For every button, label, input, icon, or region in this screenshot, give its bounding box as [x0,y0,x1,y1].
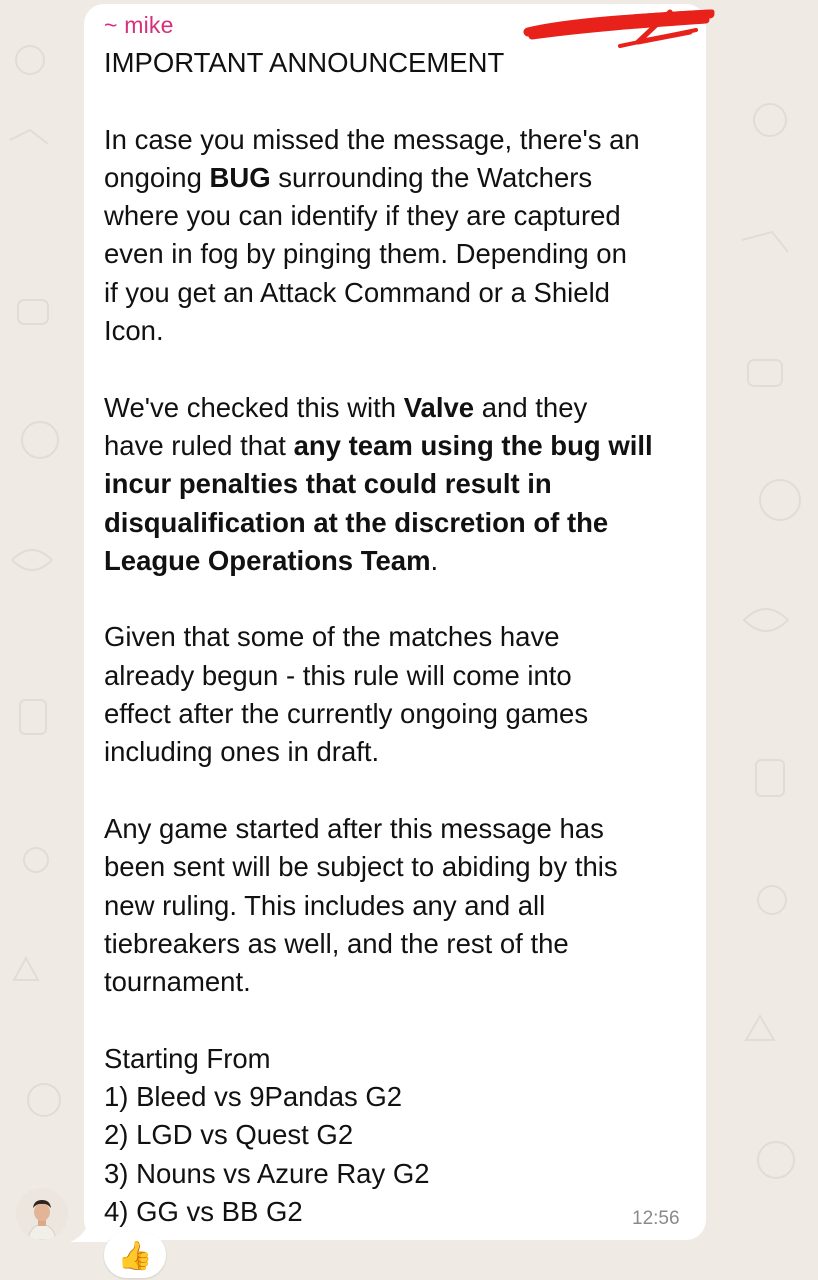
paragraph-1-line-3: where you can identify if they are captured [104,200,621,232]
paragraph-4-line-1: Any game started after this message has [104,812,604,844]
paragraph-1-line-5: if you get an Attack Command or a Shield [104,276,610,308]
match-item-1: 1) Bleed vs 9Pandas G2 [104,1081,403,1113]
paragraph-1-line-6: Icon. [104,315,164,347]
avatar-person-icon [16,1188,68,1240]
user-avatar[interactable] [16,1188,68,1240]
paragraph-2-line-3: incur penalties that could result in [104,468,552,500]
paragraph-1-line-2: ongoing BUG surrounding the Watchers [104,161,593,193]
paragraph-3-line-3: effect after the currently ongoing games [104,698,589,730]
thumbs-up-reaction[interactable]: 👍 [104,1232,166,1278]
paragraph-4-line-4: tiebreakers as well, and the rest of the [104,927,569,959]
paragraph-2-line-5: League Operations Team. [104,544,439,576]
paragraph-3-line-4: including ones in draft. [104,736,380,768]
paragraph-4-line-5: tournament. [104,966,251,998]
match-item-4: 4) GG vs BB G2 [104,1195,303,1227]
bold-valve: Valve [403,391,475,423]
paragraph-3-line-2: already begun - this rule will come into [104,659,572,691]
paragraph-4-line-2: been sent will be subject to abiding by this [104,851,618,883]
paragraph-1-line-4: even in fog by pinging them. Depending on [104,238,627,270]
message-timestamp: 12:56 [632,1208,680,1229]
sender-name[interactable]: ~ mike [104,12,174,38]
paragraph-4-line-3: new ruling. This includes any and all [104,889,546,921]
announcement-heading: IMPORTANT ANNOUNCEMENT [104,47,505,78]
paragraph-2-line-2: have ruled that any team using the bug will [104,429,653,461]
paragraph-3-line-1: Given that some of the matches have [104,621,560,653]
paragraph-2-line-4: disqualification at the discretion of the [104,506,609,538]
match-item-3: 3) Nouns vs Azure Ray G2 [104,1157,430,1189]
starting-from-label: Starting From [104,1042,271,1074]
paragraph-2-line-1: We've checked this with Valve and they [104,391,588,423]
match-item-2: 2) LGD vs Quest G2 [104,1119,354,1151]
bold-bug: BUG [209,161,271,193]
message-body [104,44,694,1231]
paragraph-1-line-1: In case you missed the message, there's an [104,123,640,155]
